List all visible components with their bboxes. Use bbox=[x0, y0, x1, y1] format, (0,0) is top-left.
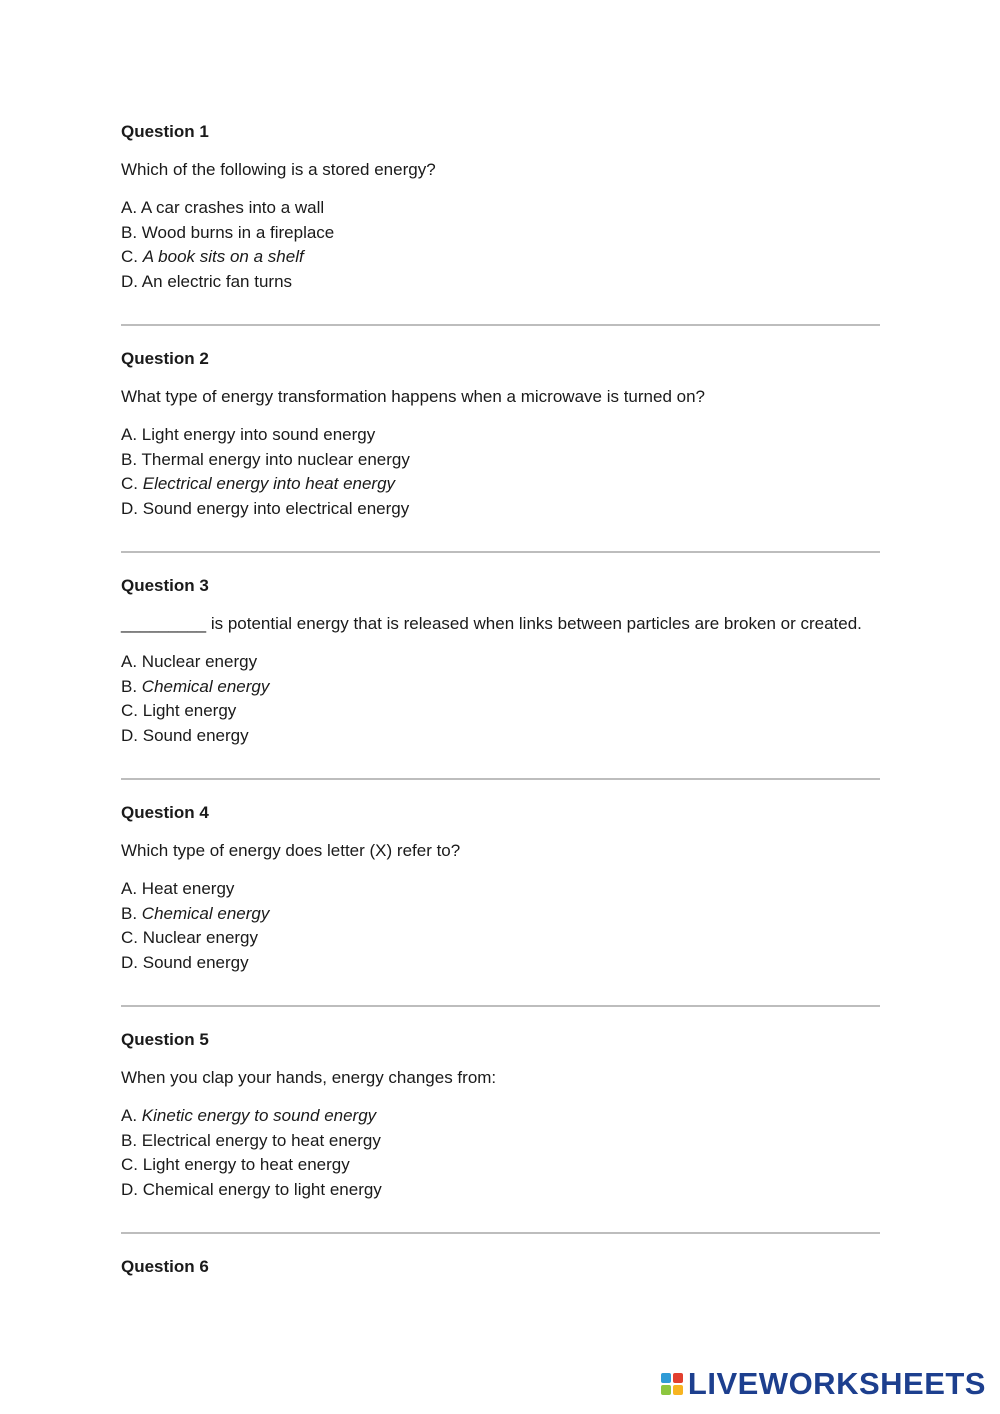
option-letter: B. bbox=[121, 449, 138, 469]
question-title: Question 2 bbox=[121, 349, 209, 368]
logo-square-4 bbox=[673, 1385, 683, 1395]
option-letter: C. bbox=[121, 928, 138, 947]
liveworksheets-logo-icon bbox=[661, 1373, 683, 1395]
option-c[interactable] bbox=[121, 245, 880, 270]
question-3 bbox=[121, 574, 880, 801]
option-c[interactable] bbox=[121, 472, 880, 497]
logo-square-1 bbox=[661, 1373, 671, 1383]
option-letter: A. bbox=[121, 879, 138, 898]
option-letter: D. bbox=[121, 271, 138, 291]
option-letter: D. bbox=[121, 1179, 138, 1199]
option-b[interactable] bbox=[121, 675, 880, 700]
question-text: What type of energy transformation happens when a microwave is turned on? bbox=[121, 387, 705, 406]
option-text: Nuclear energy bbox=[142, 928, 259, 947]
question-title: Question 5 bbox=[121, 1030, 209, 1049]
option-letter: A. bbox=[121, 198, 138, 217]
option-b[interactable] bbox=[121, 221, 880, 246]
option-d[interactable] bbox=[121, 724, 880, 749]
option-letter: B. bbox=[121, 676, 138, 696]
answer-options bbox=[121, 650, 880, 748]
option-c[interactable] bbox=[121, 699, 880, 724]
option-text: Nuclear energy bbox=[141, 652, 258, 671]
question-text: Which type of energy does letter (X) refer to? bbox=[121, 841, 461, 860]
option-text: Wood burns in a fireplace bbox=[141, 222, 335, 242]
option-letter: B. bbox=[121, 903, 138, 923]
option-letter: C. bbox=[121, 701, 138, 720]
option-text: Thermal energy into nuclear energy bbox=[141, 449, 410, 469]
question-text: _________ is potential energy that is released when links between particles are broken or created. bbox=[121, 614, 862, 633]
option-text: Electrical energy to heat energy bbox=[141, 1130, 381, 1150]
option-text: Light energy bbox=[142, 701, 237, 720]
answer-options bbox=[121, 196, 880, 294]
option-letter: D. bbox=[121, 952, 138, 972]
option-text: An electric fan turns bbox=[141, 271, 293, 291]
option-text: Light energy into sound energy bbox=[141, 425, 376, 444]
question-4 bbox=[121, 801, 880, 1028]
question-title: Question 4 bbox=[121, 803, 209, 822]
brand-name: LIVEWORKSHEETS bbox=[687, 1366, 986, 1401]
option-a[interactable] bbox=[121, 423, 880, 448]
option-text: Kinetic energy to sound energy bbox=[141, 1106, 377, 1125]
option-text: A book sits on a shelf bbox=[142, 247, 304, 266]
option-text: Chemical energy bbox=[141, 903, 270, 923]
question-text: Which of the following is a stored energy? bbox=[121, 160, 436, 179]
option-d[interactable] bbox=[121, 951, 880, 976]
logo-square-2 bbox=[673, 1373, 683, 1383]
question-2 bbox=[121, 347, 880, 574]
logo-square-3 bbox=[661, 1385, 671, 1395]
option-letter: A. bbox=[121, 652, 138, 671]
option-text: Chemical energy bbox=[141, 676, 270, 696]
answer-options bbox=[121, 423, 880, 521]
option-text: Heat energy bbox=[141, 879, 235, 898]
option-letter: D. bbox=[121, 725, 138, 745]
option-letter: B. bbox=[121, 222, 138, 242]
option-b[interactable] bbox=[121, 448, 880, 473]
option-letter: D. bbox=[121, 498, 138, 518]
option-text: A car crashes into a wall bbox=[140, 198, 325, 217]
option-text: Sound energy bbox=[142, 952, 249, 972]
option-letter: B. bbox=[121, 1130, 138, 1150]
option-text: Electrical energy into heat energy bbox=[142, 474, 396, 493]
option-a[interactable] bbox=[121, 650, 880, 675]
option-a[interactable] bbox=[121, 196, 880, 221]
question-title: Question 1 bbox=[121, 122, 209, 141]
liveworksheets-brand bbox=[661, 1368, 986, 1400]
option-b[interactable] bbox=[121, 902, 880, 927]
option-letter: C. bbox=[121, 247, 138, 266]
option-d[interactable] bbox=[121, 1178, 880, 1203]
option-b[interactable] bbox=[121, 1129, 880, 1154]
worksheet bbox=[121, 120, 880, 1279]
option-c[interactable] bbox=[121, 1153, 880, 1178]
question-title: Question 3 bbox=[121, 576, 209, 595]
option-text: Light energy to heat energy bbox=[142, 1155, 350, 1174]
option-d[interactable] bbox=[121, 497, 880, 522]
option-d[interactable] bbox=[121, 270, 880, 295]
question-5 bbox=[121, 1028, 880, 1255]
question-1 bbox=[121, 120, 880, 347]
question-text: When you clap your hands, energy changes from: bbox=[121, 1068, 497, 1087]
option-letter: C. bbox=[121, 474, 138, 493]
option-a[interactable] bbox=[121, 877, 880, 902]
answer-options bbox=[121, 1104, 880, 1202]
question-title: Question 6 bbox=[121, 1257, 209, 1276]
option-letter: C. bbox=[121, 1155, 138, 1174]
option-letter: A. bbox=[121, 425, 138, 444]
option-letter: A. bbox=[121, 1106, 138, 1125]
question-6 bbox=[121, 1255, 880, 1279]
option-a[interactable] bbox=[121, 1104, 880, 1129]
option-c[interactable] bbox=[121, 926, 880, 951]
option-text: Chemical energy to light energy bbox=[142, 1179, 382, 1199]
answer-options bbox=[121, 877, 880, 975]
option-text: Sound energy bbox=[142, 725, 249, 745]
option-text: Sound energy into electrical energy bbox=[142, 498, 410, 518]
